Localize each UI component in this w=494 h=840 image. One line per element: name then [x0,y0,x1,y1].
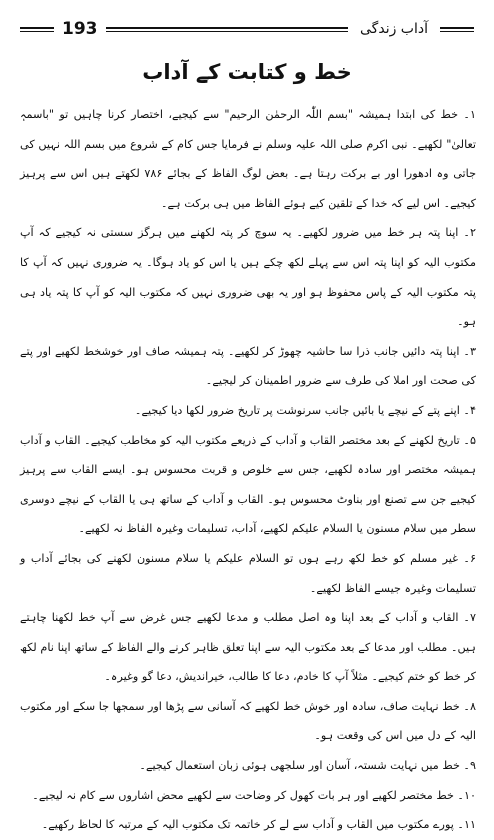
paragraph-1: ۱۔ خط کی ابتدا ہمیشہ "بسم اللّٰہ الرحمٰن الرحیم" سے کیجیے، اختصار کرنا چاہیں تو "باسمہٖ تعالیٰ" لکھیے۔ نبی اکرم صلی اللہ علیہ وسلم نے فرمایا جس کام کے شروع میں بسم اللہ نہیں کی جاتی وہ ادھورا اور بے برکت رہتا ہے۔ بعض لوگ الفاظ کے بجائے ۷۸۶ لکھتے ہیں اس سے پرہیز کیجیے۔ اس لیے کہ خدا کے تلقین کیے ہوئے الفاظ میں ہی برکت ہے۔ [20,108,476,210]
paragraph-4: ۴۔ اپنے پتے کے نیچے یا بائیں جانب سرنوشت پر تاریخ ضرور لکھا دیا کیجیے۔ [134,403,476,417]
article-body [20,100,476,840]
chapter-title: خط و کتابت کے آداب [142,60,352,84]
paragraph-10: ۱۰۔ خط مختصر لکھیے اور ہر بات کھول کر وضاحت سے لکھیے محض اشاروں سے کام نہ لیجیے۔ [32,788,476,802]
paragraph-6: ۶۔ غیر مسلم کو خط لکھ رہے ہوں تو السلام علیکم یا سلام مسنون لکھنے کی بجائے آداب و تسلیمات وغیرہ جیسے الفاظ لکھیے۔ [20,551,476,595]
paragraph-3: ۳۔ اپنا پتہ دائیں جانب ذرا سا حاشیہ چھوڑ کر لکھیے۔ پتہ ہمیشہ صاف اور خوشخط لکھیے اور پتے کی صحت اور املا کی طرف سے ضرور اطمینان کر لیجیے۔ [20,344,476,388]
paragraph-8: ۸۔ خط نہایت صاف، سادہ اور خوش خط لکھیے کہ آسانی سے پڑھا اور سمجھا جا سکے اور مکتوب الیہ کے دل میں اس کی وقعت ہو۔ [20,699,476,743]
page-number: 193 [62,19,98,39]
header-rule-left [20,27,54,32]
paragraph-9: ۹۔ خط میں نہایت شستہ، آسان اور سلجھی ہوئی زبان استعمال کیجیے۔ [139,759,476,773]
paragraph-11: ۱۱۔ پورے مکتوب میں القاب و آداب سے لے کر خاتمہ تک مکتوب الیہ کے مرتبہ کا لحاظ رکھیے۔ [41,818,476,832]
book-title: آداب زندگی [360,21,428,37]
paragraph-2: ۲۔ اپنا پتہ ہر خط میں ضرور لکھیے۔ یہ سوچ کر پتہ لکھنے میں ہرگز سستی نہ کیجیے کہ آپ مکتوب الیہ کو اپنا پتہ اس سے پہلے لکھ چکے ہیں یا اس کو یاد ہوگا۔ یہ ضروری نہیں کہ آپ کا پتہ مکتوب الیہ کے پاس محفوظ ہو اور یہ بھی ضروری نہیں کہ مکتوب الیہ کو آپ کا پتہ یاد ہی ہو۔ [20,226,476,329]
header-rule-right [440,27,474,32]
page-header [12,14,482,44]
paragraph-7: ۷۔ القاب و آداب کے بعد اپنا وہ اصل مطلب و مدعا لکھیے جس غرض سے آپ خط لکھنا چاہتے ہیں۔ مطلب اور مدعا کے بعد مکتوب الیہ سے اپنا تعلق ظاہر کرنے والے الفاظ کے ساتھ اپنا نام لکھ کر خط کو ختم کیجیے۔ مثلاً آپ کا خادم، دعا کا طالب، خیراندیش، دعا گو وغیرہ۔ [20,611,476,684]
paragraph-5: ۵۔ تاریخ لکھنے کے بعد مختصر القاب و آداب کے ذریعے مکتوب الیہ کو مخاطب کیجیے۔ القاب و آداب ہمیشہ مختصر اور سادہ لکھیے، جس سے خلوص و قربت محسوس ہو۔ ایسے القاب سے پرہیز کیجیے جن سے تصنع اور بناوٹ محسوس ہو۔ القاب و آداب کے ساتھ ہی یا القاب کے نیچے دوسری سطر میں سلام مسنون یا السلام علیکم لکھیے، آداب، تسلیمات وغیرہ الفاظ نہ لکھیے۔ [20,433,476,536]
header-rule-middle [106,27,349,32]
